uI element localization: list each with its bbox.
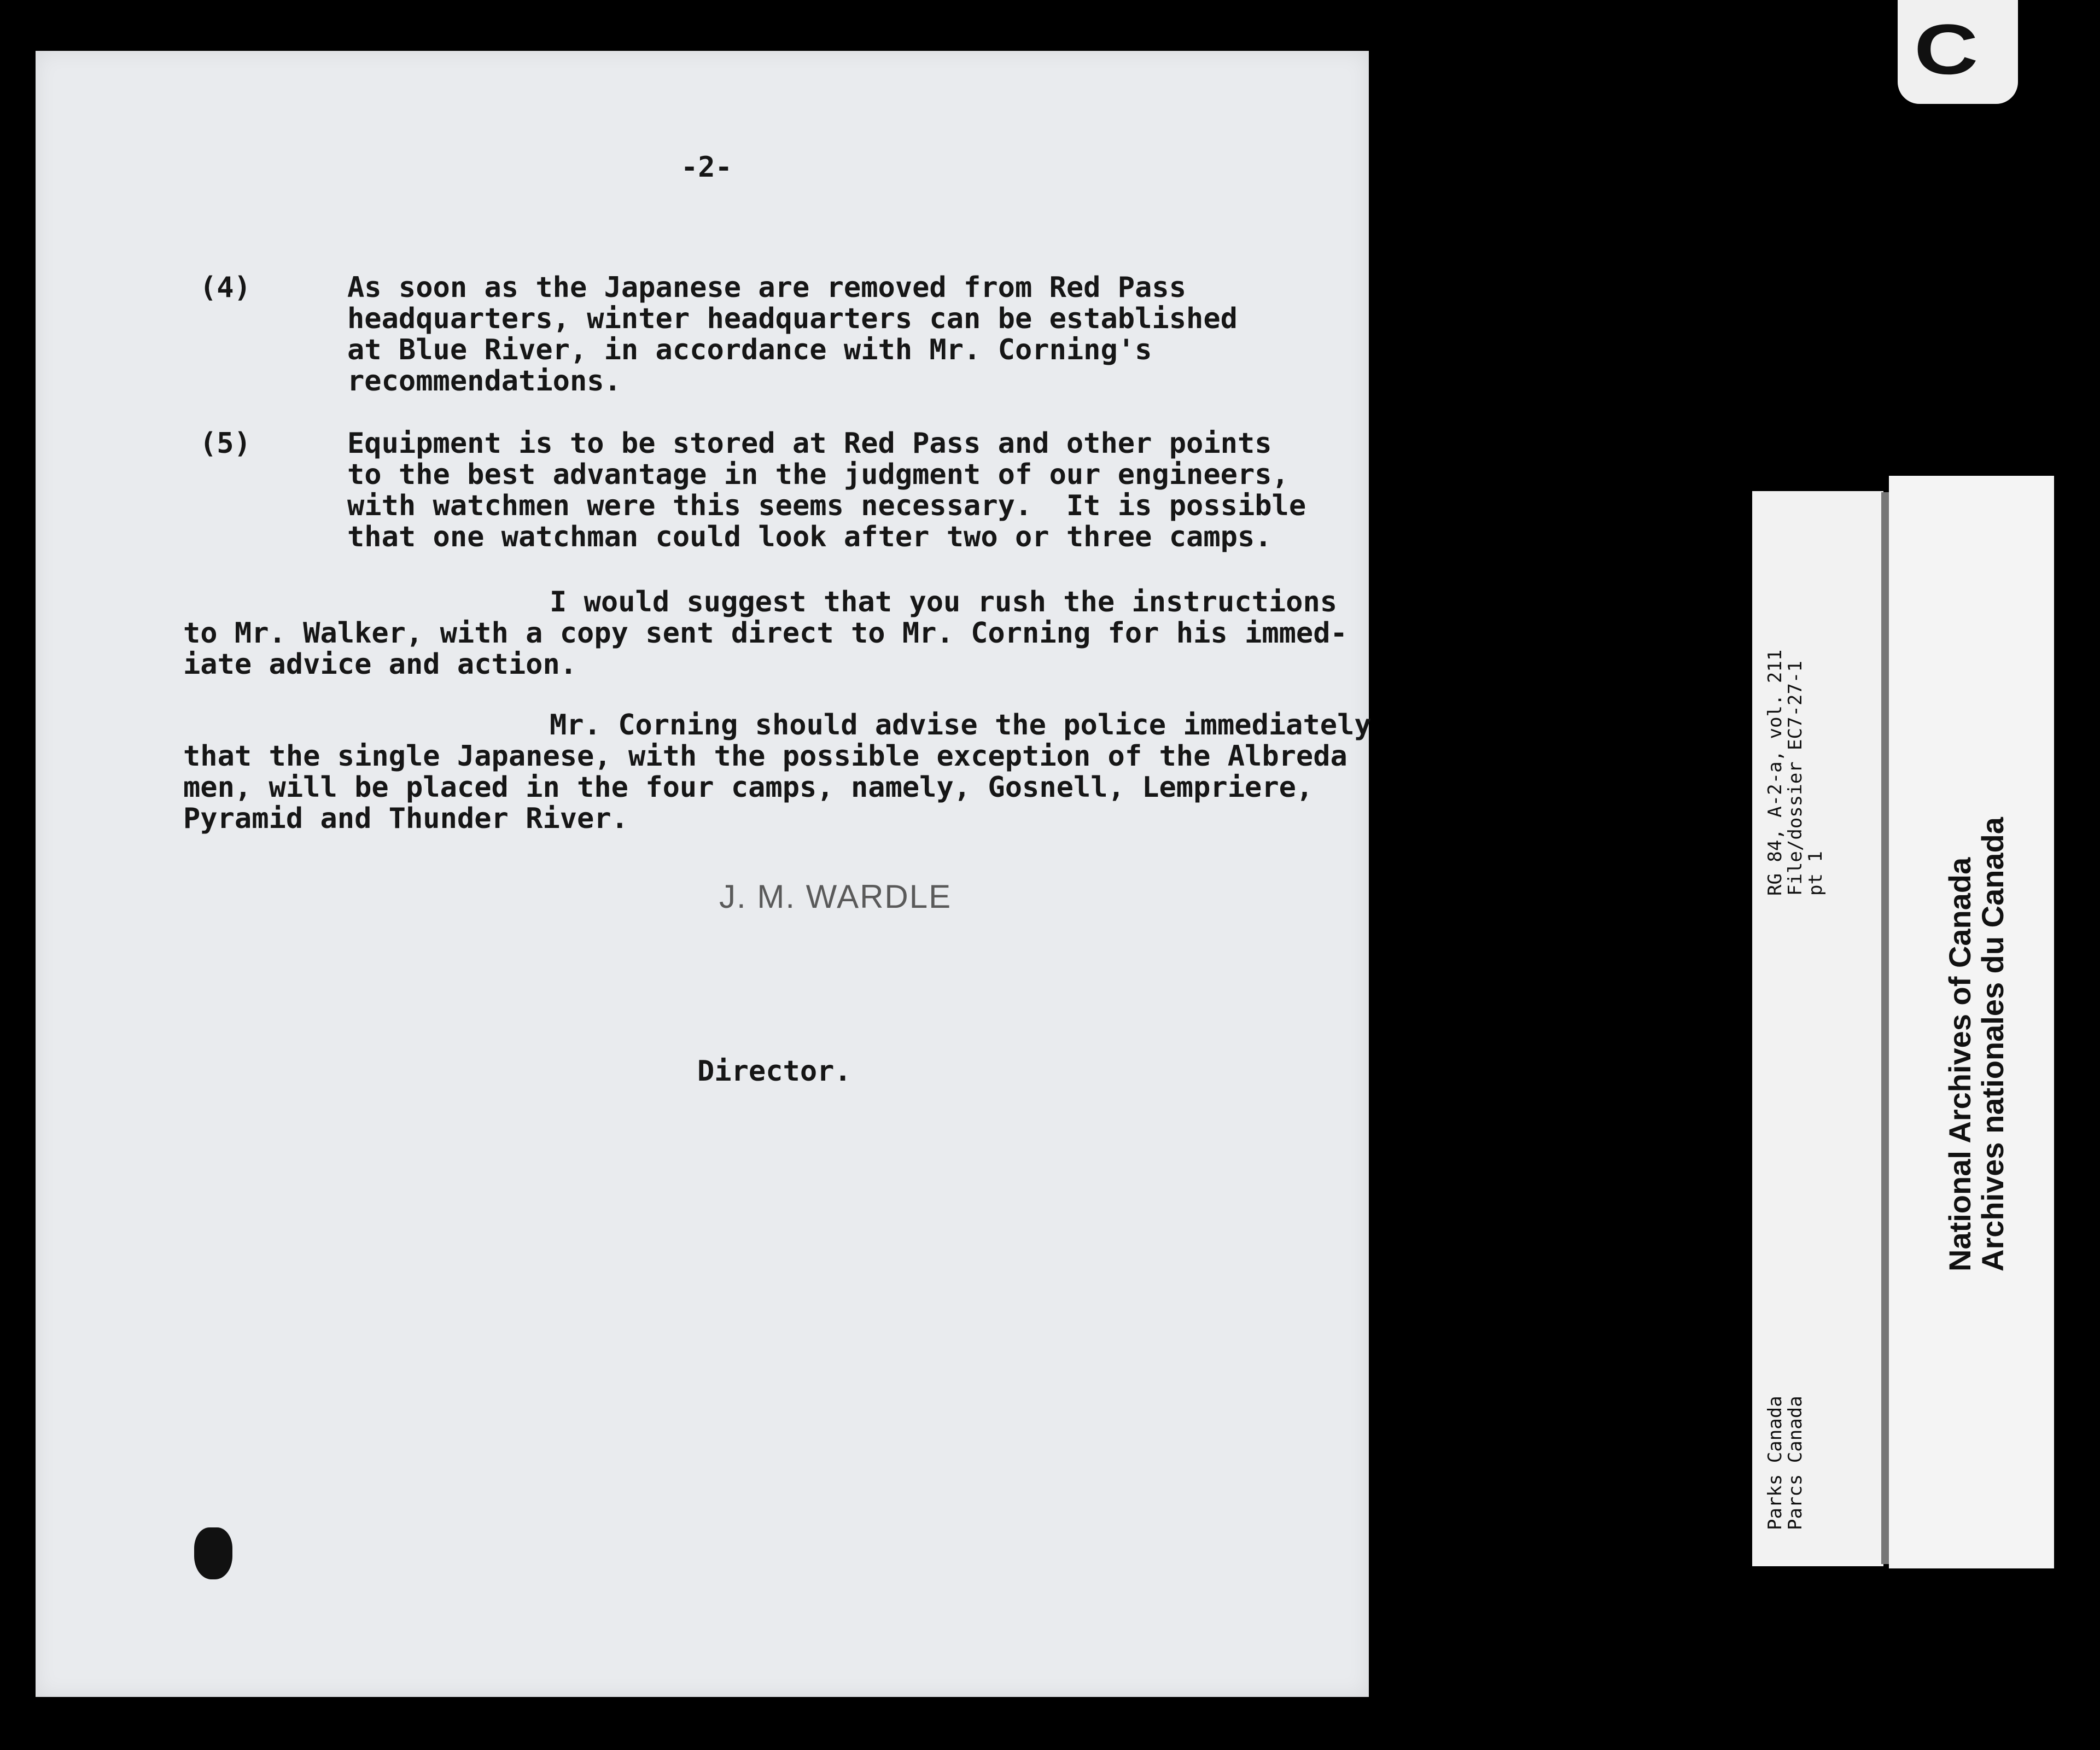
punch-hole bbox=[194, 1527, 232, 1579]
paragraph-2-line-4: Pyramid and Thunder River. bbox=[183, 802, 628, 835]
paragraph-1-line-3: iate advice and action. bbox=[183, 648, 578, 681]
reference-card bbox=[1752, 491, 1883, 1566]
archives-line-french: Archives nationales du Canada bbox=[1975, 817, 2010, 1271]
item-number-5: (5) bbox=[200, 427, 251, 460]
paragraph-1-line-2: to Mr. Walker, with a copy sent direct to Mr. Corning for his immed- bbox=[183, 617, 1348, 650]
item-5-line-1: Equipment is to be stored at Red Pass and other points bbox=[347, 427, 1272, 460]
item-5-line-2: to the best advantage in the judgment of our engineers, bbox=[347, 458, 1289, 491]
letter-page bbox=[36, 51, 1372, 1697]
reference-line-1: RG 84, A-2-a, vol. 211 bbox=[1764, 649, 1786, 896]
item-4-line-4: recommendations. bbox=[347, 365, 621, 398]
item-5-line-4: that one watchman could look after two or three camps. bbox=[347, 521, 1272, 553]
reference-line-2: File/dossier EC7-27-1 bbox=[1784, 661, 1806, 896]
archives-line-english: National Archives of Canada bbox=[1942, 857, 1977, 1271]
department-line-1: Parks Canada bbox=[1764, 1396, 1786, 1530]
corner-mark-letter: C bbox=[1914, 9, 1979, 89]
page-number: -2- bbox=[681, 151, 732, 184]
item-4-line-1: As soon as the Japanese are removed from Red Pass bbox=[347, 271, 1187, 304]
archives-card bbox=[1889, 476, 2054, 1568]
item-5-line-3: with watchmen were this seems necessary. It is possible bbox=[347, 489, 1306, 522]
corner-mark bbox=[1898, 0, 2018, 104]
item-4-line-2: headquarters, winter headquarters can be established bbox=[347, 302, 1238, 335]
signature-title: Director. bbox=[697, 1055, 851, 1088]
paragraph-2-line-2: that the single Japanese, with the possible exception of the Albreda bbox=[183, 740, 1348, 773]
paragraph-2-line-3: men, will be placed in the four camps, namely, Gosnell, Lempriere, bbox=[183, 771, 1314, 804]
paragraph-1-line-1: I would suggest that you rush the instructions bbox=[550, 586, 1338, 619]
item-4-line-3: at Blue River, in accordance with Mr. Corning's bbox=[347, 334, 1152, 366]
reference-line-3: pt 1 bbox=[1805, 851, 1827, 896]
department-line-2: Parcs Canada bbox=[1784, 1396, 1806, 1530]
paragraph-2-line-1: Mr. Corning should advise the police immediately bbox=[550, 709, 1372, 742]
item-number-4: (4) bbox=[200, 271, 251, 304]
signature-stamp: J. M. WARDLE bbox=[719, 878, 952, 915]
